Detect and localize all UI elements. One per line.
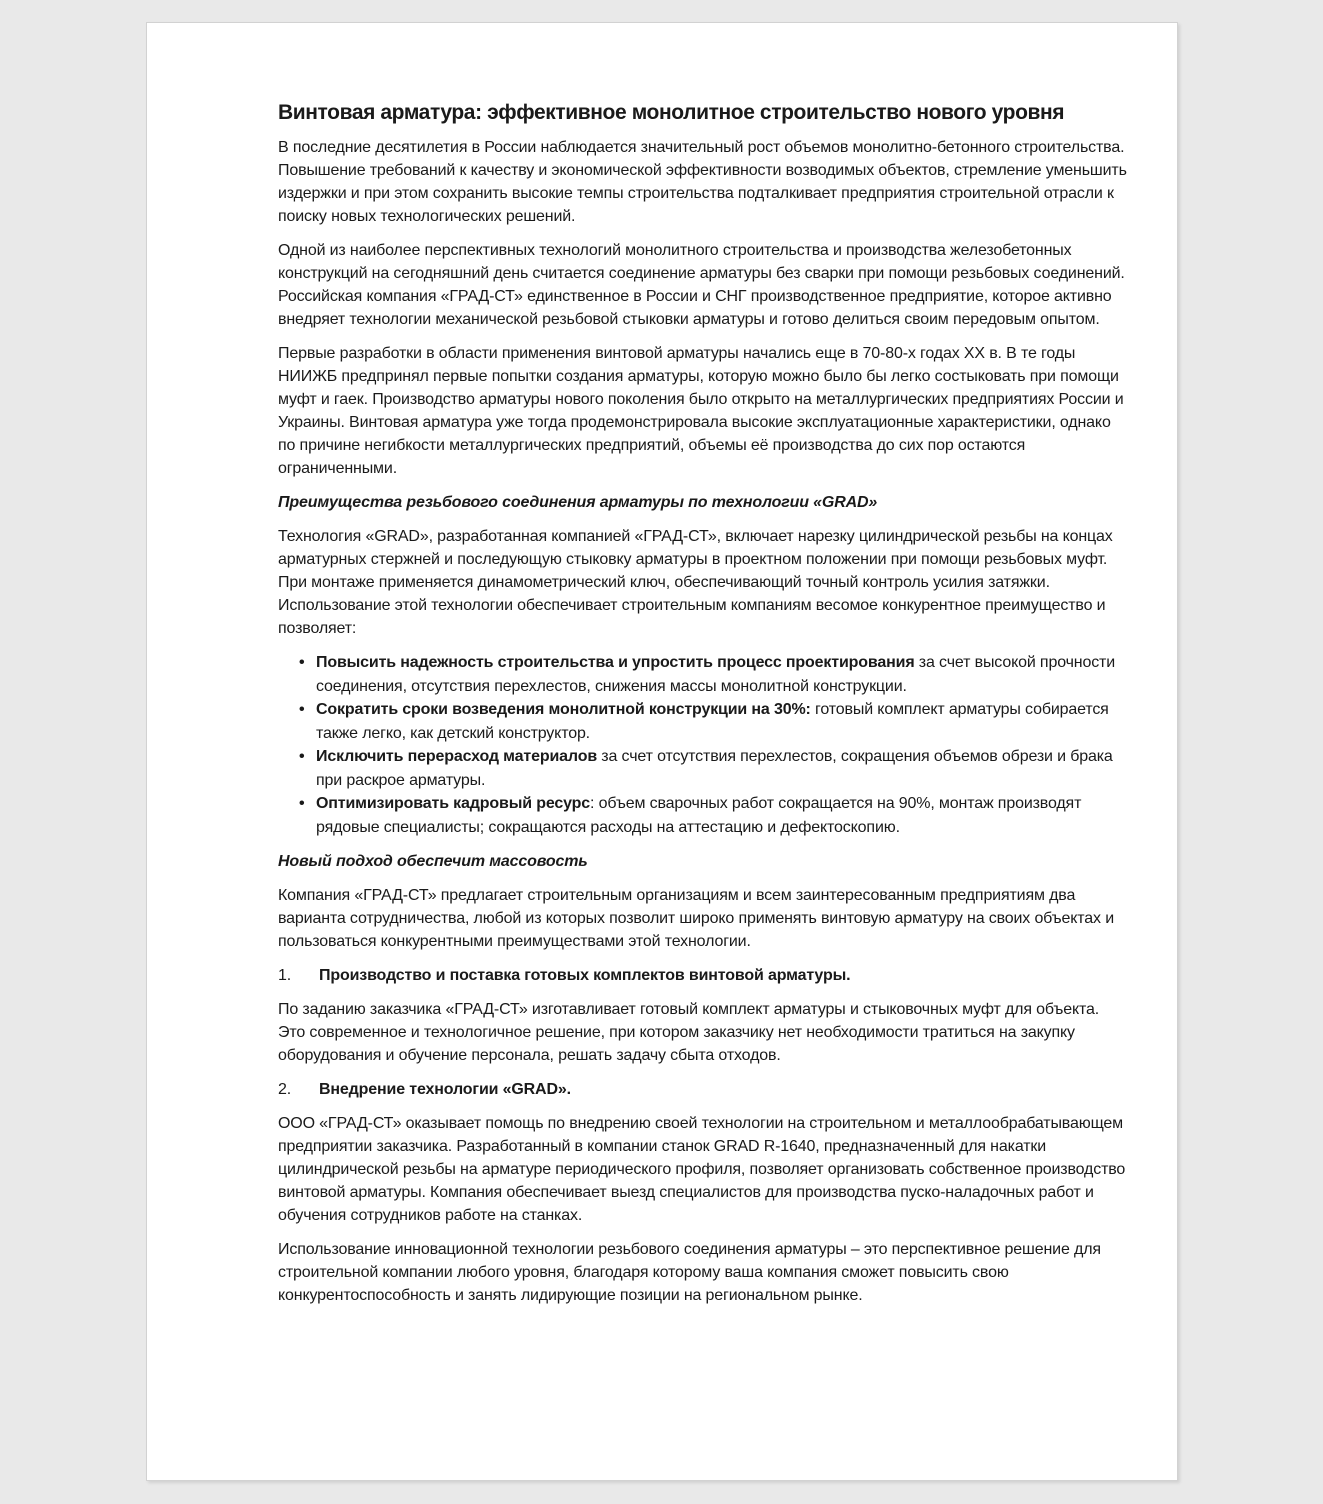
paragraph-technology-overview: Одной из наиболее перспективных технологий монолитного строительства и производства железобетонных конструкций на сегодняшний день считается соединение арматуры без сварки при помощи резьбовых соединений. Российская компания «ГРАД-СТ» единственное в России и СНГ производственное предприятие, которое активно внедряет технологии механической резьбовой стыковки арматуры и готово делиться своим передовым опытом. — [278, 242, 1125, 328]
paragraph-grad-technology: Технология «GRAD», разработанная компанией «ГРАД-СТ», включает нарезку цилиндрической резьбы на концах арматурных стержней и последующую стыковку арматуры в проектном положении при помощи резьбовых муфт. При монтаже применяется динамометрический ключ, обеспечивающий точный контроль усилия затяжки. Использование этой технологии обеспечивает строительным компаниям весомое конкурентное преимущество и позволяет: — [278, 528, 1113, 637]
paragraph-option-1: По заданию заказчика «ГРАД-СТ» изготавливает готовый комплект арматуры и стыковочных муфт для объекта. Это современное и технологичное решение, при котором заказчику нет необходимости тратиться на закупку оборудования и обучение персонала, решать задачу сбыта отходов. — [278, 1001, 1100, 1064]
bullet-bold-text: Сократить сроки возведения монолитной конструкции на 30%: — [316, 701, 811, 718]
section-heading-new-approach: Новый подход обеспечит массовость — [278, 853, 588, 870]
paragraph-history: Первые разработки в области применения винтовой арматуры начались еще в 70-80-х годах XX в. В те годы НИИЖБ предпринял первые попытки создания арматуры, которую можно было бы легко состыковать при помощи муфт и гаек. Производство арматуры нового поколения было открыто на металлургических предприятиях России и Украины. Винтовая арматура уже тогда продемонстрировала высокие эксплуатационные характеристики, однако по причине негибкости металлургических предприятий, объемы её производства до сих пор остаются ограниченными. — [278, 345, 1124, 477]
paragraph-intro: В последние десятилетия в России наблюдается значительный рост объемов монолитно-бетонного строительства. Повышение требований к качеству и экономической эффективности возводимых объектов, стремление уменьшить издержки и при этом сохранить высокие темпы строительства подталкивает предприятия строительной отрасли к поиску новых технологических решений. — [278, 139, 1127, 225]
advantages-bullet-list — [278, 651, 1127, 839]
bullet-item-staff — [278, 792, 1127, 839]
bullet-item-materials — [278, 745, 1127, 792]
bullet-item-timeline — [278, 698, 1127, 745]
numbered-item-label: Производство и поставка готовых комплектов винтовой арматуры. — [319, 967, 851, 984]
bullet-rest-text: : объем сварочных работ сокращается на 90%, монтаж производят рядовые специалисты; сокращаются расходы на аттестацию и дефектоскопию. — [316, 795, 1082, 836]
bullet-bold-text: Повысить надежность строительства и упростить процесс проектирования — [316, 654, 915, 671]
list-number: 2. — [278, 1081, 292, 1098]
paragraph-option-2: ООО «ГРАД-СТ» оказывает помощь по внедрению своей технологии на строительном и металлообрабатывающем предприятии заказчика. Разработанный в компании станок GRAD R-1640, предназначенный для накатки цилиндрической резьбы на арматуре периодического профиля, позволяет организовать собственное производство винтовой арматуры. Компания обеспечивает выезд специалистов для производства пуско-наладочных работ и обучения сотрудников работе на станках. — [278, 1115, 1126, 1224]
numbered-item-label: Внедрение технологии «GRAD». — [319, 1081, 571, 1098]
bullet-item-reliability — [278, 651, 1127, 698]
numbered-item-1 — [278, 964, 1127, 987]
section-heading-advantages: Преимущества резьбового соединения арматуры по технологии «GRAD» — [278, 494, 878, 511]
document-title: Винтовая арматура: эффективное монолитное строительство нового уровня — [278, 101, 1065, 124]
document-page — [146, 22, 1178, 1481]
bullet-rest-text: готовый комплект арматуры собирается также легко, как детский конструктор. — [316, 701, 1109, 742]
paragraph-conclusion: Использование инновационной технологии резьбового соединения арматуры – это перспективное решение для строительной компании любого уровня, благодаря которому ваша компания сможет повысить свою конкурентоспособность и занять лидирующие позиции на региональном рынке. — [278, 1241, 1101, 1304]
list-number: 1. — [278, 967, 292, 984]
bullet-bold-text: Исключить перерасход материалов — [316, 748, 597, 765]
bullet-rest-text: за счет высокой прочности соединения, отсутствия перехлестов, снижения массы монолитной конструкции. — [316, 654, 1116, 695]
bullet-rest-text: за счет отсутствия перехлестов, сокращения объемов обрези и брака при раскрое арматуры. — [316, 748, 1113, 789]
paragraph-cooperation-options: Компания «ГРАД-СТ» предлагает строительным организациям и всем заинтересованным предприятиям два варианта сотрудничества, любой из которых позволит широко применять винтовую арматуру на своих объектах и пользоваться конкурентными преимуществами этой технологии. — [278, 887, 1114, 950]
bullet-bold-text: Оптимизировать кадровый ресурс — [316, 795, 591, 812]
numbered-item-2 — [278, 1078, 1127, 1101]
